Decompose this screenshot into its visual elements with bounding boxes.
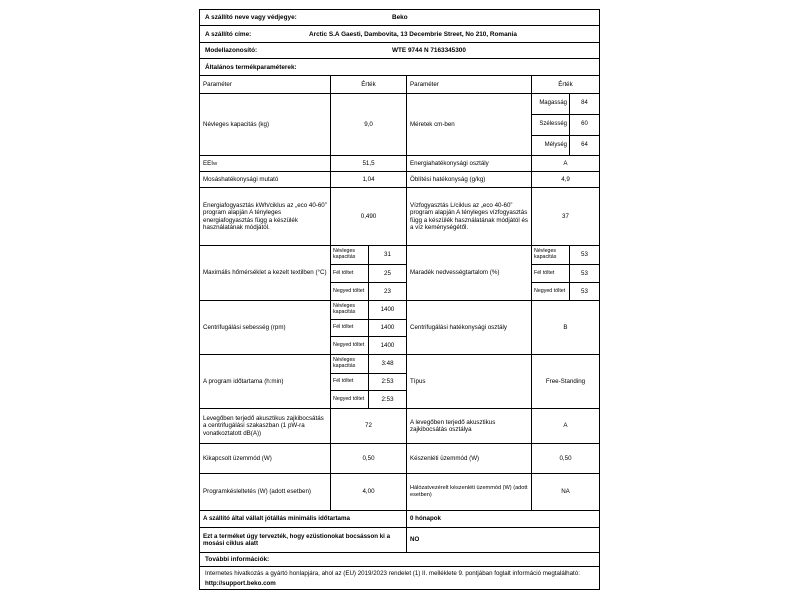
duration-label: A program időtartama (h:min) <box>203 377 284 385</box>
capacity-value: 9,0 <box>330 94 406 155</box>
design-label: Ezt a terméket úgy tervezték, hogy ezüstionokat bocsásson ki a mosási ciklus alatt <box>203 532 391 547</box>
spin-speed-half: 1400 <box>368 320 406 336</box>
duration-quarter-label: Negyed töltet <box>330 391 368 408</box>
spin-speed-row <box>200 301 599 355</box>
header-param-2: Paraméter <box>406 76 531 93</box>
off-mode-value: 0,50 <box>330 444 406 473</box>
design-value: NO <box>406 528 599 552</box>
capacity-label: Névleges kapacitás (kg) <box>203 120 270 128</box>
energy-consumption-label: Energiafogyasztás kWh/ciklus az „eco 40-60” program alapján A tényleges energiafogyasztás függ a készülék használatának módjától. <box>203 202 327 231</box>
max-temp-label: Maximális hőmérséklet a kezelt textilben (°C) <box>203 269 327 277</box>
duration-half-label: Fél töltet <box>330 374 368 390</box>
moisture-half-label: Fél töltet <box>531 265 569 282</box>
network-standby-value: NA <box>531 474 599 510</box>
energy-class-value: A <box>531 156 599 171</box>
noise-row <box>200 409 599 444</box>
capacity-row <box>200 94 599 156</box>
wash-index-label: Mosáshatékonysági mutató <box>203 175 279 183</box>
energy-class-label: Energiahatékonysági osztály <box>406 156 531 171</box>
general-params-row <box>200 59 599 76</box>
warranty-value: 0 hónapok <box>406 511 599 527</box>
footer-text-block <box>202 569 600 588</box>
noise-class-value: A <box>531 409 599 443</box>
spin-quarter-label: Negyed töltet <box>330 337 368 354</box>
wash-index-value: 1,04 <box>330 172 406 187</box>
load-rated-label: Névleges kapacitás <box>330 246 368 264</box>
moisture-quarter: 53 <box>569 283 599 300</box>
product-information-sheet <box>199 9 600 590</box>
header-value-2: Érték <box>531 76 599 93</box>
footer-link[interactable]: http://support.beko.com <box>205 579 276 587</box>
footer-text: Internetes hivatkozás a gyártó honlapjára, ahol az (EU) 2019/2023 rendelet (1) II. melléklete 9. pontjában foglalt információ megtalálható: <box>205 570 580 577</box>
spin-half-label: Fél töltet <box>330 320 368 336</box>
noise-value: 72 <box>330 409 406 443</box>
moisture-rated: 53 <box>569 246 599 264</box>
duration-half: 2:53 <box>368 374 406 390</box>
supplier-row <box>200 10 599 26</box>
header-param-1: Paraméter <box>203 80 232 88</box>
warranty-label: A szállító által vállalt jótállás minimális időtartama <box>203 515 350 523</box>
spin-speed-rated: 1400 <box>368 301 406 319</box>
max-temp-row <box>200 246 599 301</box>
load-quarter-label: Negyed töltet <box>330 283 368 300</box>
dimension-width-label: Szélesség <box>531 115 569 135</box>
table-header-row <box>200 76 599 94</box>
moisture-quarter-label: Negyed töltet <box>531 283 569 300</box>
type-value: Free-Standing <box>531 355 599 408</box>
more-info-heading: További információk: <box>205 556 270 563</box>
load-half-label: Fél töltet <box>330 265 368 282</box>
warranty-row <box>200 511 599 528</box>
header-value-1: Érték <box>330 76 406 93</box>
design-row <box>200 528 599 553</box>
water-consumption-value: 37 <box>531 188 599 245</box>
duration-row <box>200 355 599 409</box>
supplier-value: Beko <box>392 14 408 21</box>
delay-start-label: Programkésleltetés (W) (adott esetben) <box>203 488 311 496</box>
model-label: Modellazonosító: <box>205 47 258 54</box>
energy-consumption-value: 0,490 <box>330 188 406 245</box>
model-value: WTE 9744 N 7163345300 <box>392 47 466 54</box>
supplier-label: A szállító neve vagy védjegye: <box>205 14 297 21</box>
rinse-label: Öblítési hatékonyság (g/kg) <box>406 172 531 187</box>
footer-info <box>200 567 599 589</box>
noise-label: Levegőben terjedő akusztikus zajkibocsátás a centrifugálási szakaszban (1 pW-ra vonatkoztatott dB(A)) <box>203 415 324 437</box>
general-params-heading: Általános termékparaméterek: <box>205 64 297 71</box>
standby-label: Készenléti üzemmód (W) <box>406 444 531 473</box>
delay-start-row <box>200 474 599 511</box>
address-value: Arctic S.A Gaesti, Dambovita, 13 Decembrie Street, No 210, Romania <box>309 31 517 38</box>
model-row <box>200 43 599 59</box>
consumption-row <box>200 188 599 246</box>
off-mode-label: Kikapcsolt üzemmód (W) <box>203 454 272 462</box>
dimension-depth-label: Mélység <box>531 136 569 155</box>
spin-rated-label: Névleges kapacitás <box>330 301 368 319</box>
address-row <box>200 26 599 43</box>
max-temp-half: 25 <box>368 265 406 282</box>
eei-label: EEI W <box>203 159 218 167</box>
duration-rated-label: Névleges kapacitás <box>330 355 368 373</box>
dimension-height-value: 84 <box>569 94 599 114</box>
moisture-label: Maradék nedvességtartalom (%) <box>406 246 531 300</box>
address-label: A szállító címe: <box>205 31 252 38</box>
dimension-height-label: Magasság <box>531 94 569 114</box>
eei-subscript: W <box>212 160 218 166</box>
spin-class-label: Centrifugálási hatékonysági osztály <box>406 301 531 354</box>
more-info-row <box>200 553 599 567</box>
water-consumption-label: Vízfogyasztás L/ciklus az „eco 40-60” program alapján A tényleges vízfogyasztás függ a készülék használatának módjától és a víz keménységétől. <box>406 188 531 245</box>
duration-rated: 3:48 <box>368 355 406 373</box>
noise-class-label: A levegőben terjedő akusztikus zajkibocsátás osztálya <box>406 409 531 443</box>
moisture-rated-label: Névleges kapacitás <box>531 246 569 264</box>
rinse-value: 4,9 <box>531 172 599 187</box>
eei-row <box>200 156 599 172</box>
moisture-half: 53 <box>569 265 599 282</box>
dimensions-label: Méretek cm-ben <box>406 94 531 155</box>
dimension-width-value: 60 <box>569 115 599 135</box>
max-temp-rated: 31 <box>368 246 406 264</box>
spin-class-value: B <box>531 301 599 354</box>
wash-index-row <box>200 172 599 188</box>
dimension-depth-value: 64 <box>569 136 599 155</box>
duration-quarter: 2:53 <box>368 391 406 408</box>
standby-value: 0,50 <box>531 444 599 473</box>
type-label: Típus <box>406 355 531 408</box>
off-mode-row <box>200 444 599 474</box>
network-standby-label: Hálózatvezérelt készenléti üzemmód (W) (adott esetben) <box>406 474 531 510</box>
spin-speed-label: Centrifugálási sebesség (rpm) <box>203 323 286 331</box>
eei-value: 51,5 <box>330 156 406 171</box>
max-temp-quarter: 23 <box>368 283 406 300</box>
delay-start-value: 4,00 <box>330 474 406 510</box>
spin-speed-quarter: 1400 <box>368 337 406 354</box>
